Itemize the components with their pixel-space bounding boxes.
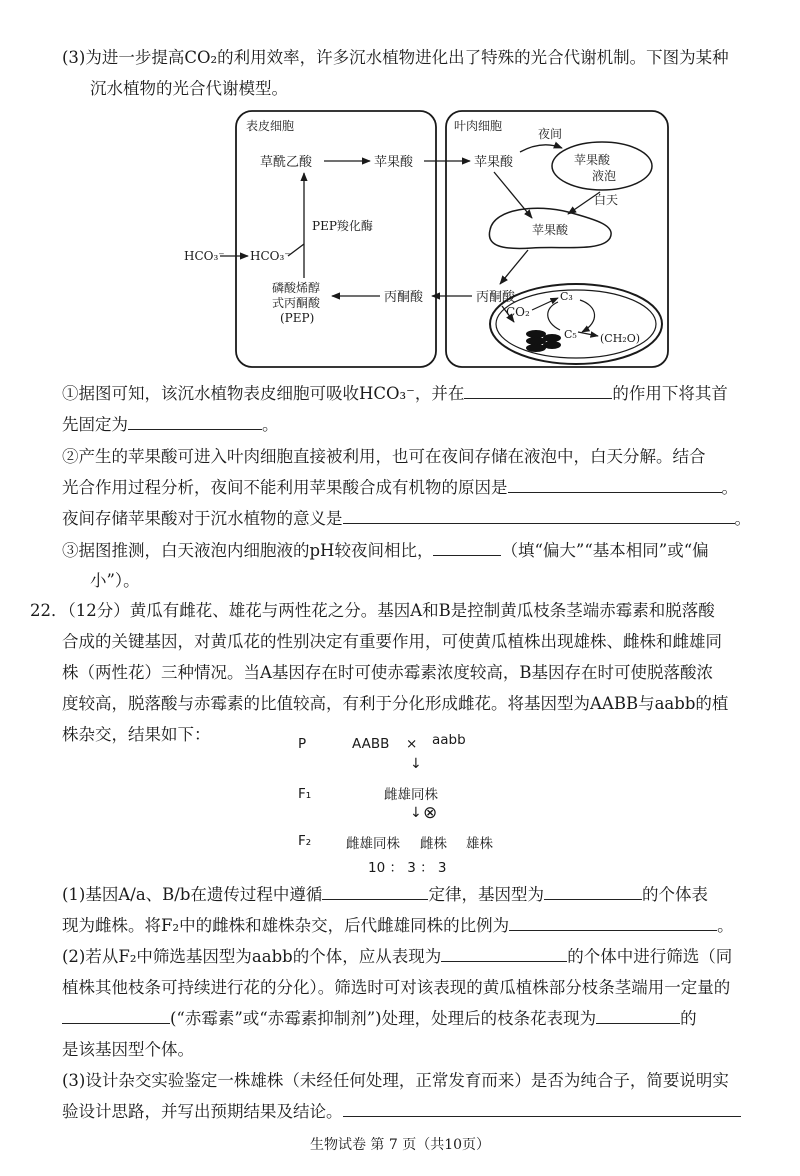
q21-3-sub1-text-c: 先固定为 <box>62 415 128 434</box>
q22-sub2-text-b: 的个体中进行筛选（同 <box>567 947 733 966</box>
q21-3-sub1-text-a: ①据图可知，该沉水植物表皮细胞可吸收HCO₃⁻，并在 <box>62 384 465 403</box>
c5-label: C₅ <box>564 328 577 341</box>
malic-acid-left-label: 苹果酸 <box>374 155 414 170</box>
q21-3-sub2-text-c: 。 <box>721 478 738 497</box>
q21-3-sub2-text-b: 光合作用过程分析，夜间不能利用苹果酸合成有机物的原因是 <box>62 478 508 497</box>
q22-line-1: 22．（12分）黄瓜有雌花、雄花与两性花之分。基因A和B是控制黄瓜枝条茎端赤霉素和脱落酸 <box>30 601 715 620</box>
cross-p-parent-2: aabb <box>432 732 466 748</box>
oxaloacetate-label: 草酰乙酸 <box>260 155 313 170</box>
vacuole-label: 液泡 <box>592 169 617 183</box>
co2-label: CO₂ <box>506 305 530 319</box>
q22-sub1-blank-1[interactable] <box>322 885 428 900</box>
q21-3-sub1-line-2 <box>62 413 279 437</box>
chloroplast-large-outer <box>490 284 662 364</box>
night-label: 夜间 <box>538 127 563 141</box>
q21-3-sub2-blank-1[interactable] <box>508 478 722 493</box>
c3-label: C₃ <box>560 290 573 303</box>
q22-sub3-text-b: 验设计思路，并写出预期结果及结论。 <box>62 1102 343 1121</box>
q22-sub1-text-c: 的个体表 <box>641 885 708 904</box>
q22-sub2-text-d: (“赤霉素”或“赤霉素抑制剂”)处理，处理后的枝条花表现为 <box>170 1009 597 1028</box>
q21-3-sub3-blank[interactable] <box>433 541 501 556</box>
q22-sub2-line-1 <box>62 945 732 969</box>
pep-label-line-1: 磷酸烯醇 <box>272 281 321 295</box>
q21-3-sub2-line-2 <box>62 476 738 500</box>
q21-3-sub2-text-e: 。 <box>734 509 751 528</box>
q21-3-sub1-blank-2[interactable] <box>128 415 262 430</box>
q21-3-sub1-line-1 <box>62 382 728 406</box>
pep-carboxylase-label: PEP羧化酶 <box>312 219 373 233</box>
q22-line-4: 度较高，脱落酸与赤霉素的比值较高，有利于分化形成雌花。将基因型为AABB与aabb的植 <box>62 694 729 713</box>
ch2o-label: (CH₂O) <box>600 332 641 345</box>
cross-f2-label: F₂ <box>298 833 312 849</box>
arrow-down-icon: ↓ <box>410 756 422 772</box>
q22-sub1-text-d: 现为雌株。将F₂中的雌株和雄株杂交，后代雌雄同株的比例为 <box>62 916 510 935</box>
pyruvate-left-label: 丙酮酸 <box>384 290 424 305</box>
cross-f2-pheno-b: 雌株 <box>420 836 447 852</box>
q22-sub2-blank-1[interactable] <box>441 947 567 962</box>
arrow-down-icon: ↓ <box>410 805 422 821</box>
malic-acid-vacuole-label: 苹果酸 <box>574 153 611 167</box>
hco3-outside-label: HCO₃⁻ <box>184 249 225 263</box>
q21-3-sub1-blank-1[interactable] <box>464 384 612 399</box>
q22-sub3-blank[interactable] <box>343 1102 741 1117</box>
q22-sub1-text-b: 定律，基因型为 <box>428 885 544 904</box>
cross-p-parent-1: AABB <box>352 736 390 752</box>
q22-sub1-line-2 <box>62 914 734 938</box>
arrow-to-ch2o <box>578 332 598 336</box>
cross-f1-phenotype: 雌雄同株 <box>384 787 438 803</box>
hco3-inside-label: HCO₃⁻ <box>250 249 291 263</box>
q22-sub2-line-2: 植株其他枝条可持续进行花的分化）。筛选时可对该表现的黄瓜植株部分枝条茎端用一定量的 <box>62 978 731 997</box>
q21-3-sub2-blank-2[interactable] <box>343 509 735 524</box>
q22-sub1-line-1 <box>62 883 708 907</box>
cross-f2-pheno-c: 雄株 <box>466 836 493 852</box>
photosynthesis-diagram <box>184 108 670 370</box>
selfing-symbol: ⊗ <box>423 803 438 823</box>
epidermal-cell-label: 表皮细胞 <box>246 119 295 133</box>
q22-sub1-blank-3[interactable] <box>509 916 717 931</box>
q22-line-2: 合成的关键基因，对黄瓜花的性别决定有重要作用，可使黄瓜植株出现雄株、雌株和雌雄同 <box>62 632 722 651</box>
q21-3-sub2-line-1: ②产生的苹果酸可进入叶肉细胞直接被利用，也可在夜间存储在液泡中，白天分解。结合 <box>62 447 706 466</box>
q22-line-3: 株（两性花）三种情况。当A基因存在时可使赤霉素浓度较高，B基因存在时可使脱落酸浓 <box>62 663 714 682</box>
malic-acid-chloroplast-label: 苹果酸 <box>532 223 569 237</box>
day-label: 白天 <box>594 193 619 207</box>
cross-f1-label: F₁ <box>298 786 312 802</box>
q22-sub1-blank-2[interactable] <box>544 885 642 900</box>
q21-3-sub1-text-d: 。 <box>262 415 279 434</box>
arrow-night-to-vacuole <box>520 145 562 152</box>
chloroplast-large-inner <box>496 290 656 358</box>
q21-3-intro-line-2: 沉水植物的光合代谢模型。 <box>90 79 288 98</box>
q21-3-sub3-line-1 <box>62 539 709 563</box>
arrow-c3-to-c5 <box>580 300 595 332</box>
mesophyll-cell-label: 叶肉细胞 <box>454 119 503 133</box>
q22-line-5: 株杂交，结果如下： <box>62 725 211 744</box>
epidermal-cell <box>236 111 436 367</box>
q21-3-intro-line-1: (3)为进一步提高CO₂的利用效率，许多沉水植物进化出了特殊的光合代谢机制。下图为某种 <box>62 48 729 67</box>
cross-p-label: P <box>298 736 307 752</box>
q22-sub2-line-3 <box>62 1007 697 1031</box>
q22-sub3-line-2 <box>62 1100 741 1124</box>
page-footer: 生物试卷 第 7 页（共10页） <box>309 1137 491 1153</box>
grana <box>526 330 561 352</box>
q22-sub2-blank-2[interactable] <box>62 1009 170 1024</box>
cross-times: × <box>406 736 418 752</box>
cross-f2-pheno-a: 雌雄同株 <box>346 836 400 852</box>
pyruvate-right-label: 丙酮酸 <box>476 290 516 305</box>
arrow-c5-to-c3 <box>548 302 560 330</box>
q22-sub2-text-e: 的 <box>680 1009 697 1028</box>
q21-3-sub3-text-b: （填“偏大”“基本相同”或“偏 <box>501 541 709 560</box>
q21-3-sub2-line-3 <box>62 507 751 531</box>
pep-label-line-2: 式丙酮酸 <box>272 296 321 310</box>
malic-acid-right-label: 苹果酸 <box>474 155 514 170</box>
q22-sub2-blank-3[interactable] <box>596 1009 680 1024</box>
q22-sub1-text-e: 。 <box>717 916 734 935</box>
q22-sub2-line-4: 是该基因型个体。 <box>62 1040 194 1059</box>
pep-label-line-3: (PEP) <box>280 311 315 325</box>
arrow-malic-to-pyruvate <box>500 250 528 284</box>
q21-3-sub3-text-a: ③据图推测，白天液泡内细胞液的pH较夜间相比， <box>62 541 434 560</box>
q22-sub2-text-a: (2)若从F₂中筛选基因型为aabb的个体，应从表现为 <box>62 947 442 966</box>
q22-sub3-line-1: (3)设计杂交实验鉴定一株雄株（未经任何处理，正常发育而来）是否为纯合子，简要说明实 <box>62 1071 729 1090</box>
q21-3-sub3-line-2: 小”）。 <box>90 571 140 590</box>
q21-3-sub1-text-b: 的作用下将其首 <box>612 384 728 403</box>
q22-sub1-text-a: (1)基因A/a、B/b在遗传过程中遵循 <box>62 885 323 904</box>
q21-3-sub2-text-d: 夜间存储苹果酸对于沉水植物的意义是 <box>62 509 343 528</box>
cross-f2-ratio: 10 ： 3 ： 3 <box>368 860 447 876</box>
